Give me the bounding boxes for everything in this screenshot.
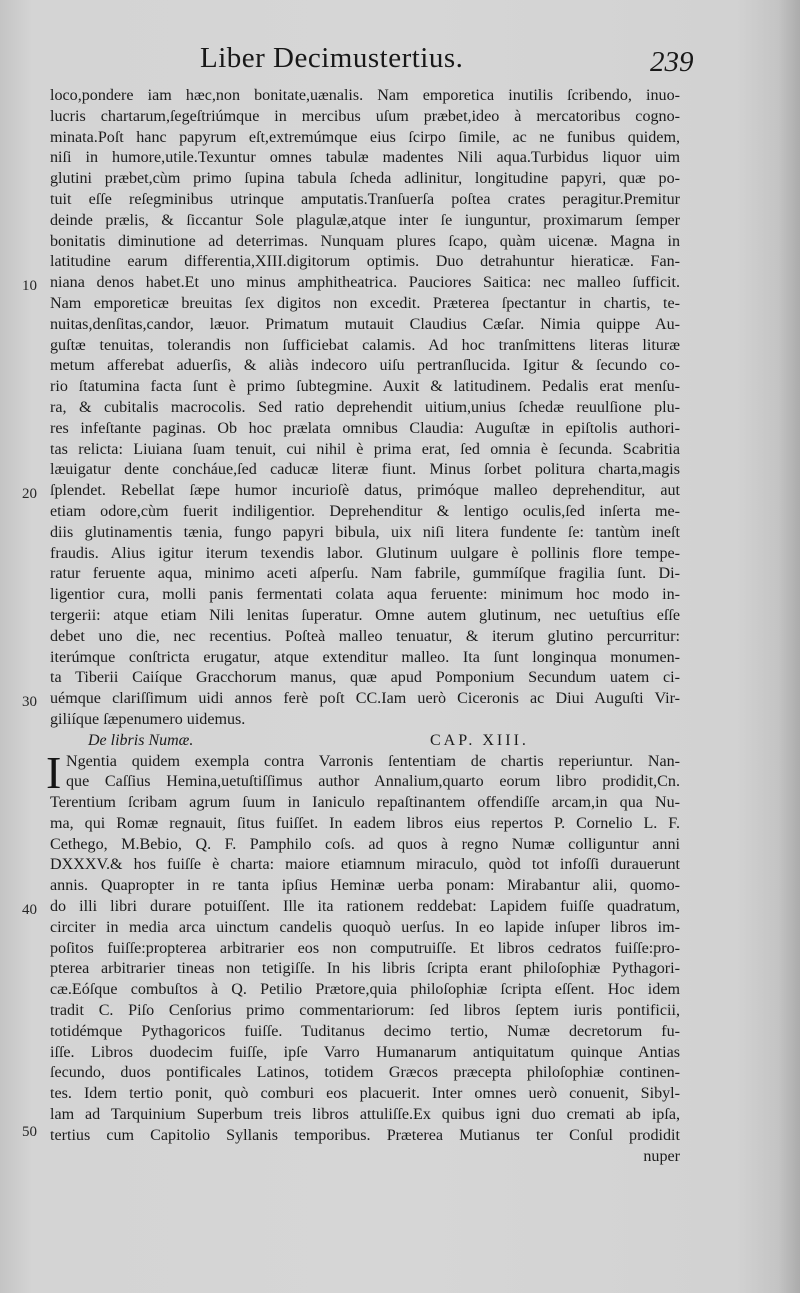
chapter-heading	[50, 731, 680, 752]
text-line: lucris chartarum,ſegeſtriúmque in mercibus uſum præbet,ideo à mercatoribus cogno-	[50, 107, 680, 125]
line-number: 40	[22, 902, 37, 918]
text-line: læuigatur dente concháue,ſed caducæ literæ fiunt. Minus ſorbet politura charta,magis	[50, 461, 680, 479]
text-line: tradit C. Piſo Cenſorius primo commentariorum: ſed libros ſeptem iuris pontificii,	[50, 1002, 680, 1020]
text-line: lam ad Tarquinium Superbum treis libros attuliſſe.Ex quibus igni duo cremati ab ipſa,	[50, 1106, 680, 1124]
text-line: etiam odore,cùm fuerit indiligentior. Deprehenditur & lentigo oculis,ſed inſerta me-	[50, 502, 680, 520]
text-line: diis glutinamentis tænia, fungo papyri bibula, uix niſi litera fundente ſe: tantùm ineſt	[50, 523, 680, 541]
text-line: Nam emporeticæ breuitas ſex digitos non excedit. Præterea ſpectantur in chartis, te-	[50, 294, 680, 312]
text-line: iterúmque conſtricta erugatur, atque extenditur malleo. Ita ſunt longinqua monumen-	[50, 648, 680, 666]
catchword: nuper	[643, 1147, 680, 1165]
page-edge-shadow	[778, 0, 800, 1293]
text-line: ſplendet. Rebellat ſæpe humor incurioſè datus, primóque malleo deprehenditur, aut	[50, 482, 680, 500]
text-line: res infeſtante paginas. Ob hoc prælata omnibus Claudia: Auguſtæ in epiſtolis authori-	[50, 419, 680, 437]
text-line: que Caſſius Hemina,uetuſtiſſimus author Annalium,quarto eorum libro prodidit,Cn.	[66, 773, 680, 791]
text-line: Cethego, M.Bebio, Q. F. Pamphilo coſs. ad quos à regno Numæ colliguntur anni	[50, 835, 680, 853]
page-number: 239	[650, 46, 694, 78]
text-line: do illi libri durare potuiſſent. Ille ita rationem reddebat: Lapidem fuiſſe quadratum,	[50, 898, 680, 916]
chapter-number: CAP. XIII.	[430, 731, 529, 749]
text-line: loco,pondere iam hæc,non bonitate,uænalis. Nam emporetica inutilis ſcribendo, inuo-	[50, 87, 680, 104]
text-line: glutini præbet,cùm primo ſupina tabula ſcheda adlinitur, longitudine papyri, quæ po-	[50, 170, 680, 188]
text-line: ratur feruente aqua, minimo aceti aſperſu. Nam fabrile, gummíſque fragilia ſunt. Di-	[50, 565, 680, 583]
text-line: minata.Poſt hanc papyrum eſt,extremúmque eius ſcirpo ſimile, ac ne funibus quidem,	[50, 128, 680, 146]
text-line: rio ſtatumina facta ſunt è primo ſubtegmine. Auxit & latitudinem. Pedalis erat menſu-	[50, 378, 680, 396]
paragraph-chapter-12-end	[50, 86, 680, 731]
text-line: ſecundo, duos pontificales Latinos, totidem Græcos præcepta philoſophiæ continen-	[50, 1064, 680, 1082]
text-line: pterea arbitrarier tineas non tetigiſſe. In his libris ſcripta erant philoſophiæ Pythagori-	[50, 960, 680, 978]
paragraph-chapter-13	[46, 746, 680, 1168]
text-line: uémque clariſſimum uidi annos ferè poſt CC.Iam uerò Ciceronis ac Diui Auguſti Vir-	[50, 690, 680, 708]
drop-cap-initial: I	[46, 746, 62, 798]
line-number: 10	[22, 278, 37, 294]
text-line: tertius cum Capitolio Syllanis temporibus. Præterea Mutianus ter Conſul prodidit	[50, 1126, 680, 1144]
text-line: Ngentia quidem exempla contra Varronis ſententiam de chartis reperiuntur. Nan-	[66, 752, 680, 770]
chapter-title: De libris Numæ.	[88, 731, 194, 749]
text-line: iſſe. Libros duodecim fuiſſe, ipſe Varro Humanarum antiquitatum quinque Antias	[50, 1043, 680, 1061]
text-line: metum afferebat aduerſis, & aliàs indecoro uiſu pertranſlucida. Igitur & ſecundo co-	[50, 357, 680, 375]
text-line: totidémque Pythagoricos fuiſſe. Tuditanus decimo tertio, Numæ decretorum fu-	[50, 1022, 680, 1040]
text-line: tergerii: atque etiam Nili lenitas ſuperatur. Omne autem glutinum, nec uetuſtius eſſe	[50, 606, 680, 624]
text-line: annis. Quapropter in re tanta ipſius Heminæ uerba ponam: Mirabantur alii, quomo-	[50, 877, 680, 895]
line-number: 50	[22, 1124, 37, 1140]
text-line: tes. Idem tertio ponit, quò comburi eos placuerit. Inter omnes uerò conuenit, Sibyl-	[50, 1085, 680, 1103]
text-line: cæ.Eóſque combuſtos à Q. Petilio Prætore,quia philoſophiæ ſcripta eſſent. Hoc idem	[50, 981, 680, 999]
text-line: ta Tiberii Caiíque Gracchorum manus, quæ apud Pomponium Secundum uatem ci-	[50, 669, 680, 687]
running-head: Liber Decimustertius.	[200, 42, 464, 74]
text-line: circiter in media arca uinctum candelis quoquò uerſus. In eo lapide inſuper libros im-	[50, 918, 680, 936]
text-line: nuitas,denſitas,candor, læuor. Primatum mutauit Claudius Cæſar. Nimia quippe Au-	[50, 315, 680, 333]
text-line: Terentium ſcribam agrum ſuum in Ianiculo repaſtinantem offendiſſe arcam,in qua Nu-	[50, 794, 680, 812]
text-line: niana denos habet.Et uno minus amphitheatrica. Pauciores Saitica: nec malleo ſufficit.	[50, 274, 680, 292]
text-line: ma, qui Romæ regnauit, ſitus fuiſſet. In eadem libros eius repertos P. Cornelio L. F.	[50, 814, 680, 832]
line-number: 30	[22, 694, 37, 710]
text-line: guſtæ tenuitas, tolerandis non ſufficiebat calamis. Ad hoc tranſmittens literas lituræ	[50, 336, 680, 354]
text-line: latitudine earum differentia,XIII.digitorum optimis. Duo detrahuntur hieraticæ. Fan-	[50, 253, 680, 271]
text-line: tas relicta: Liuiana ſuam tenuit, cui nihil è prima erat, ſed omnia è ſecunda. Scabritia	[50, 440, 680, 458]
main-text	[46, 86, 680, 1167]
line-number: 20	[22, 486, 37, 502]
text-line: ra, & cubitalis macrocolis. Sed ratio deprehendit uitium,unius ſchedæ reuulſione plu-	[50, 398, 680, 416]
text-line: poſitos fuiſſe:propterea arbitrarier eos non computruiſſe. Et libros cedratos fuiſſe:pro-	[50, 939, 680, 957]
text-line: niſi in humore,utile.Texuntur omnes tabulæ madentes Nili aqua.Turbidus liquor uim	[50, 149, 680, 167]
text-line: DXXXV.& hos fuiſſe è charta: maiore etiamnum miraculo, quòd tot infoſſi durauerunt	[50, 856, 680, 874]
text-line: tuit eſſe reſegminibus utrinque amputatis.Tranſuerſa poſtea crates peragitur.Premitur	[50, 190, 680, 208]
text-line: ligentior cura, molli panis fermentati colata aqua feruente: minimum hoc modo in-	[50, 586, 680, 604]
text-line: fraudis. Alius igitur iterum texendis labor. Glutinum uulgare è pollinis flore tempe-	[50, 544, 680, 562]
text-line: giliíque ſæpenumero uidemus.	[50, 710, 246, 728]
text-line: debet uno die, nec recentius. Poſteà malleo tenuatur, & iterum glutino percurritur:	[50, 627, 680, 645]
text-line: deinde prælis, & ſiccantur Sole plagulæ,atque inter ſe iunguntur, proximarum ſemper	[50, 211, 680, 229]
text-line: bonitatis diminutione ad deterrimas. Nunquam plures ſcapo, quàm uicenæ. Magna in	[50, 232, 680, 250]
